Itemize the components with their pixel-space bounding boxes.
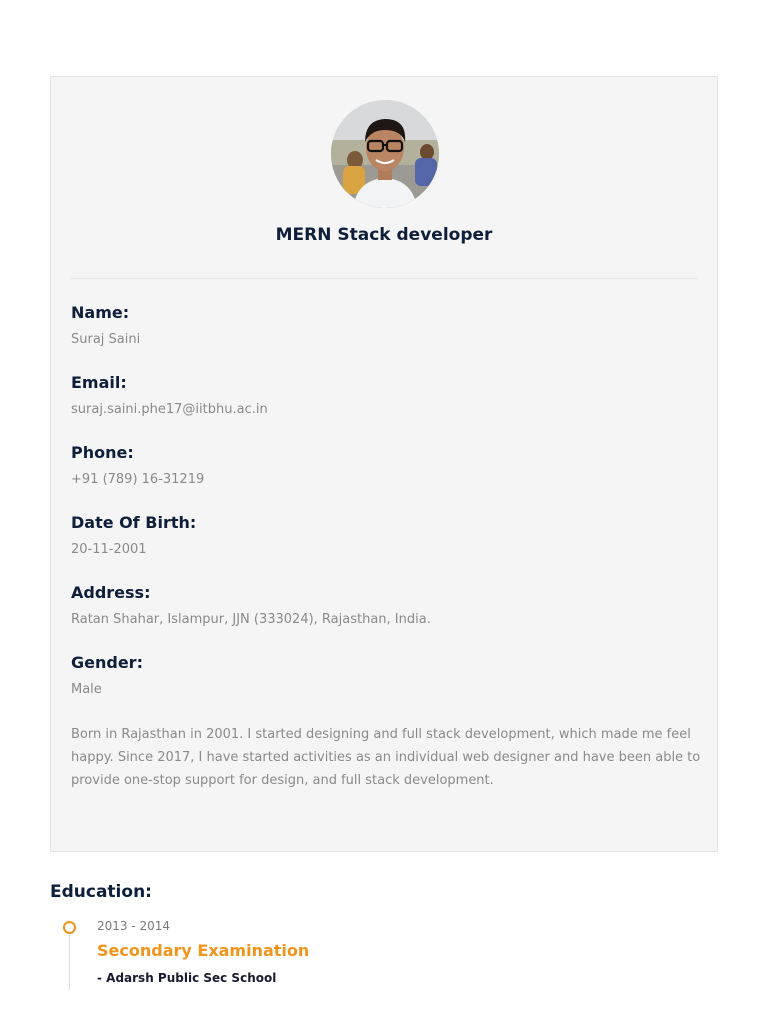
field-name (71, 303, 701, 373)
timeline-dot-icon (63, 921, 76, 934)
field-value: Suraj Saini (71, 332, 141, 347)
field-gender (71, 653, 701, 723)
profile-role: MERN Stack developer (275, 225, 493, 245)
field-date-of-birth (71, 513, 701, 583)
divider (71, 278, 697, 279)
field-label: Address: (71, 583, 151, 602)
field-value: Ratan Shahar, Islampur, JJN (333024), Rajasthan, India. (71, 612, 431, 627)
field-label: Name: (71, 303, 130, 322)
field-label: Email: (71, 373, 127, 392)
field-email (71, 373, 701, 443)
field-value: +91 (789) 16-31219 (71, 472, 205, 487)
avatar (331, 100, 439, 208)
education-years: 2013 - 2014 (97, 919, 171, 933)
field-address (71, 583, 701, 653)
field-label: Date Of Birth: (71, 513, 197, 532)
education-degree: Secondary Examination (97, 941, 310, 960)
avatar-photo (331, 100, 439, 208)
field-value: 20-11-2001 (71, 542, 147, 557)
field-value: Male (71, 682, 102, 697)
profile-fields (71, 303, 701, 723)
education-school: - Adarsh Public Sec School (97, 971, 277, 985)
field-phone (71, 443, 701, 513)
field-label: Phone: (71, 443, 134, 462)
education-title: Education: (50, 882, 152, 902)
field-label: Gender: (71, 653, 143, 672)
profile-bio: Born in Rajasthan in 2001. I started designing and full stack development, which made me feel happy. Since 2017, I have started activities as an individual web designer and have been able to provide one-stop support for design, and full stack development. (71, 727, 701, 788)
profile-card (50, 76, 718, 852)
timeline-line (69, 934, 70, 990)
field-value: suraj.saini.phe17@iitbhu.ac.in (71, 402, 268, 417)
